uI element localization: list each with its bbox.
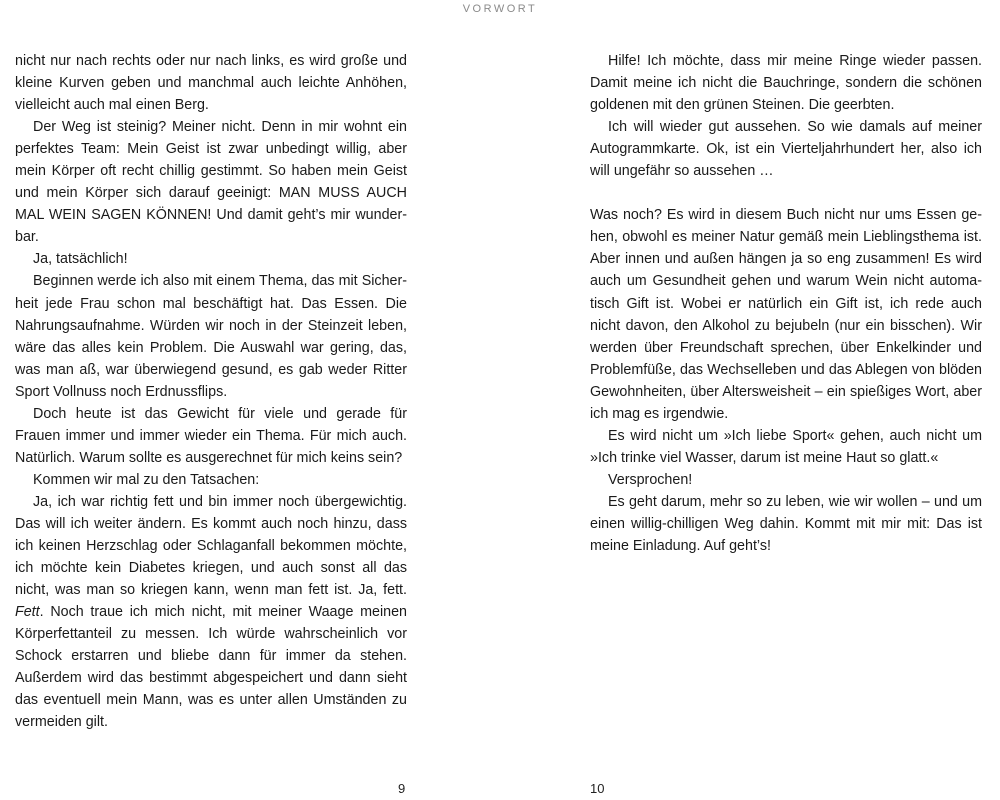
paragraph: Der Weg ist steinig? Meiner nicht. Denn in mir wohnt ein perfektes Team: Mein Geist ist zwar unbedingt willig, aber mein Körper oft recht chillig gestimmt. So haben mein Geist und mein Körper sich darauf geeinigt: MAN MUSS AUCH MAL WEIN SAGEN KÖNNEN! Und damit geht’s mir wunderbar. (15, 119, 407, 246)
right-page-body (590, 50, 982, 557)
paragraph: Versprochen! (608, 471, 693, 488)
paragraph: Was noch? Es wird in diesem Buch nicht nur ums Essen gehen, obwohl es meiner Natur gemäß mein Lieblingsthema ist. Aber innen und außen hängen ja so eng zusammen! Es wird auch um Gesundheit gehen und warum Wein nicht automatisch Gift ist. Wobei er natürlich ein Gift ist, ich rede auch nicht davon, den Alkohol zu bejubeln (nur ein bisschen). Wir werden über Freundschaft sprechen, über Enkelkinder und Problemfüße, das Wechselleben und das Ablegen von blöden Gewohnheiten, über Altersweisheit – ein spießiges Wort, aber ich mag es irgendwie. (590, 207, 982, 422)
paragraph: Beginnen werde ich also mit einem Thema, das mit Sicherheit jede Frau schon mal beschäftigt hat. Das Essen. Die Nahrungsaufnahme. Würden wir noch in der Steinzeit leben, wäre das alles kein Problem. Die Auswahl war gering, das, was man aß, war überwiegend gesund, es gab weder Ritter Sport Vollnuss noch Erdnussflips. (15, 273, 407, 400)
paragraph: Hilfe! Ich möchte, dass mir meine Ringe wieder passen. Damit meine ich nicht die Bauchringe, sondern die schönen goldenen mit den grünen Steinen. Die geerbten. (590, 53, 982, 114)
page-number-right: 10 (590, 781, 605, 796)
paragraph: Es wird nicht um »Ich liebe Sport« gehen, auch nicht um »Ich trinke viel Wasser, darum ist meine Haut so glatt.« (590, 427, 982, 466)
paragraph: Ich will wieder gut aussehen. So wie damals auf meiner Autogrammkarte. Ok, ist ein Vierteljahrhundert her, also ich will ungefähr so aussehen … (590, 119, 982, 180)
page-number-left: 9 (398, 781, 406, 796)
italic-word: Fett (15, 604, 40, 621)
paragraph-text: Ja, ich war richtig fett und bin immer noch übergewichtig. Das will ich weiter ändern. Es kommt auch noch hinzu, dass ich keinen Herzschlag oder Schlaganfall bekommen möchte, ich möchte kein Diabetes kriegen, und auch sonst all das nicht, was man so kriegen kann, wenn man fett ist. Ja, fett. (15, 493, 407, 599)
paragraph: nicht nur nach rechts oder nur nach links, es wird große und kleine Kurven geben und manchmal auch leichte Anhöhen, vielleicht auch mal einen Berg. (15, 53, 407, 114)
paragraph-text: . Noch traue ich mich nicht, mit meiner Waage meinen Körperfettanteil zu messen. Ich würde wahrscheinlich vor Schock erstarren und bliebe dann für immer da stehen. Außerdem wird das bestimmt abgespeichert und dann sieht das eventuell mein Mann, was es unter allen Umständen zu vermeiden gilt. (15, 604, 407, 731)
paragraph (15, 491, 407, 734)
left-page-body (15, 50, 407, 733)
paragraph: Ja, tatsächlich! (33, 251, 128, 268)
paragraph: Kommen wir mal zu den Tatsachen: (33, 471, 260, 488)
paragraph: Es geht darum, mehr so zu leben, wie wir wollen – und um einen willig-chilligen Weg dahin. Kommt mit mir mit: Das ist meine Einladung. Auf geht’s! (590, 493, 982, 555)
paragraph: Doch heute ist das Gewicht für viele und gerade für Frauen immer und immer wieder ein Thema. Für mich auch. Natürlich. Warum sollte es ausgerechnet für mich keins sein? (15, 405, 407, 466)
running-head: VORWORT (462, 3, 538, 15)
